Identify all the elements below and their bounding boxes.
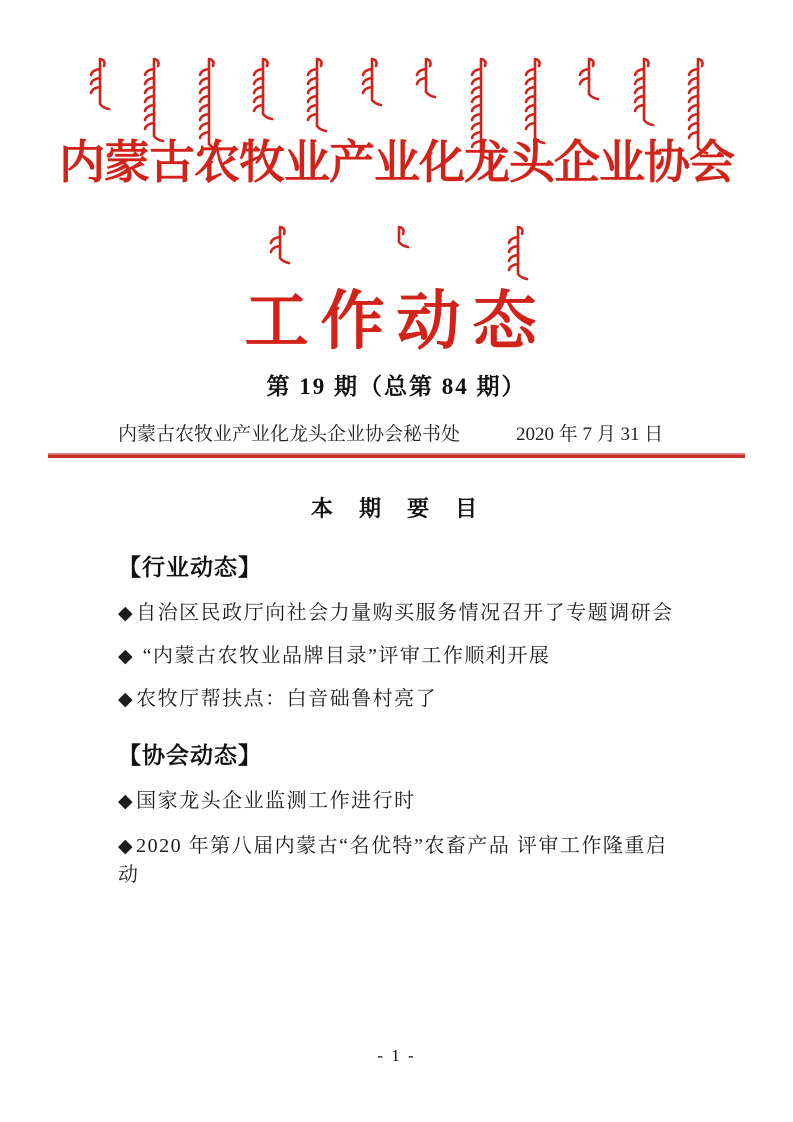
section-heading-association: 【协会动态】 [118,742,262,768]
mongolian-word [305,56,329,134]
mongolian-word [387,224,411,250]
masthead-title: 工作动态 [244,286,549,357]
toc-item-text: 2020 年第八届内蒙古“名优特”农畜产品 评审工作隆重启动 [118,835,668,886]
toc-item-text: 自治区民政厅向社会力量购买服务情况召开了专题调研会 [136,602,674,624]
mongolian-word [577,56,601,102]
mongolian-word [88,56,112,112]
toc-item-text: “内蒙古农牧业品牌目录”评审工作顺利开展 [136,645,551,667]
section-heading-industry: 【行业动态】 [118,554,262,580]
toc-heading: 本 期 要 目 [310,496,488,521]
toc-item [118,784,680,813]
toc-item [118,596,680,625]
publisher-row [118,419,693,446]
diamond-bullet-icon: ◆ [118,603,135,624]
diamond-bullet-icon: ◆ [118,836,135,857]
diamond-bullet-icon: ◆ [118,791,135,812]
toc-item-text: 国家龙头企业监测工作进行时 [136,790,416,812]
mongolian-word [632,56,656,128]
toc-item [118,682,680,711]
issue-date: 2020 年 7 月 31 日 [516,424,664,445]
mongolian-word [360,56,384,108]
diamond-bullet-icon: ◆ [118,689,135,710]
red-divider [48,453,745,458]
mongolian-word [414,56,438,100]
mongolian-word [268,224,292,266]
toc-item-text: 农牧厅帮扶点：白音础鲁村亮了 [136,688,438,710]
mongolian-word [251,56,275,122]
org-title: 内蒙古农牧业产业化龙头企业协会 [59,137,734,188]
table-of-contents [118,492,680,887]
toc-item [118,829,680,887]
diamond-bullet-icon: ◆ [118,646,135,667]
toc-item [118,639,680,668]
page-number: - 1 - [377,1046,416,1065]
publisher-name: 内蒙古农牧业产业化龙头企业协会秘书处 [118,424,461,445]
issue-number: 第 19 期（总第 84 期） [266,374,527,399]
